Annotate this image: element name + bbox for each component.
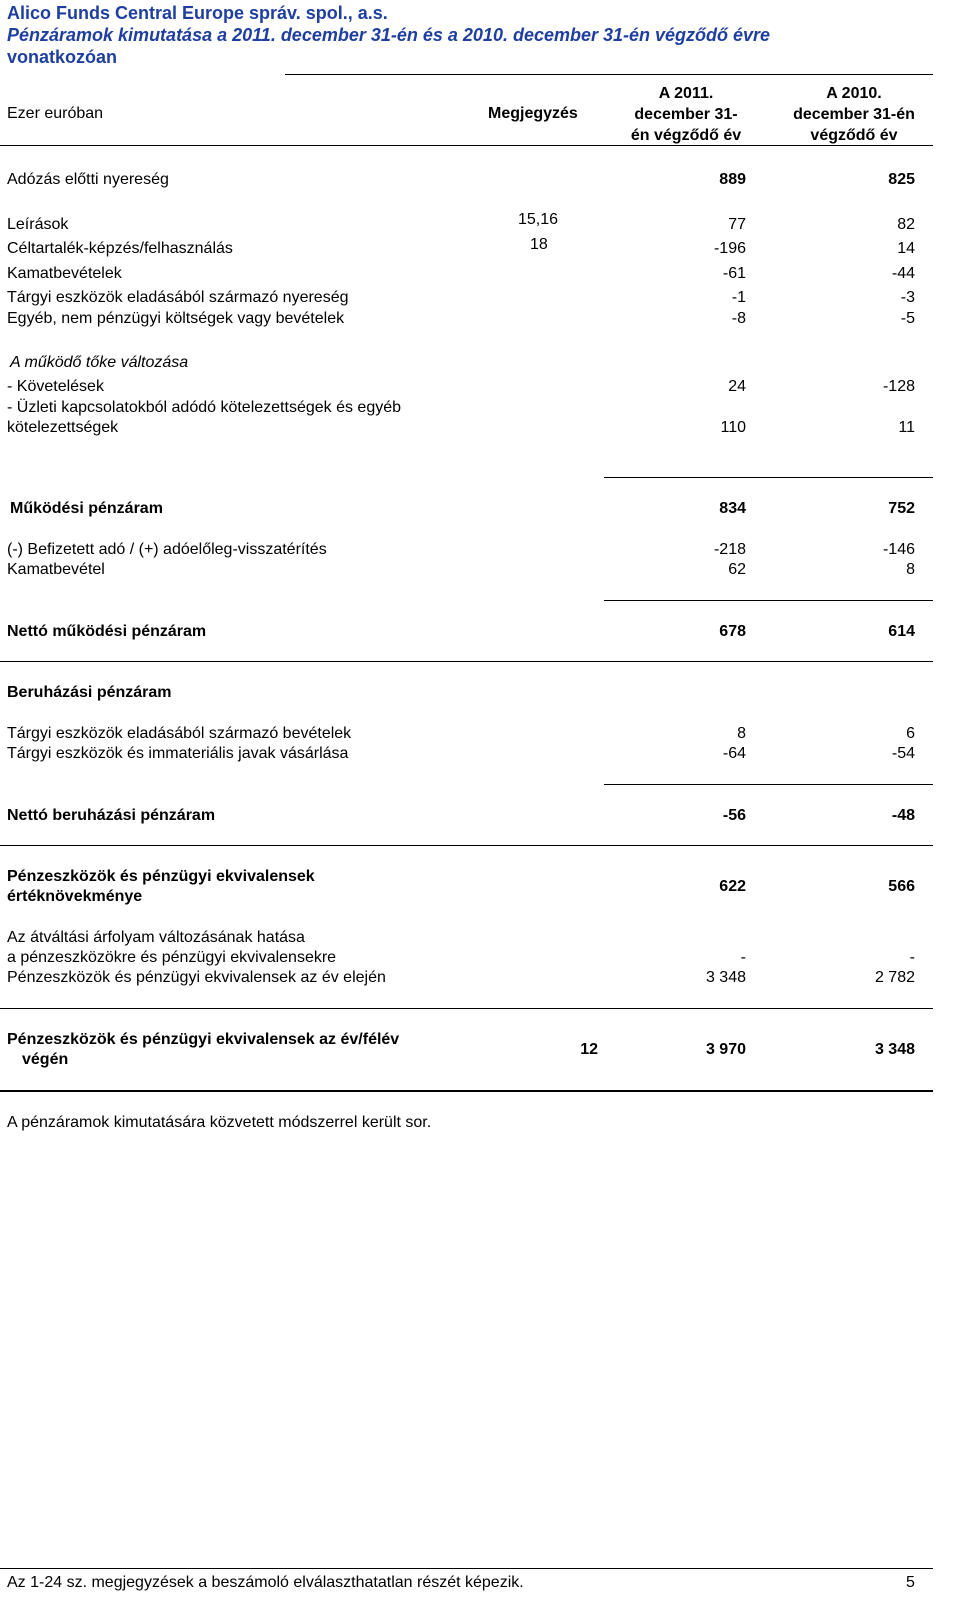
- rule-inv: [0, 661, 933, 662]
- wc-heading: A működő tőke változása: [10, 354, 189, 371]
- intrec-2010: 8: [906, 561, 915, 578]
- rule-incr: [0, 845, 933, 846]
- note-column-header: Megjegyzés: [488, 105, 578, 122]
- netinv-2011: -56: [722, 807, 746, 824]
- begin-2010: 2 782: [874, 969, 915, 986]
- tax-2011: -218: [713, 541, 746, 558]
- recv-2010: -128: [882, 378, 915, 395]
- fx-2011: -: [740, 949, 746, 966]
- method-note: A pénzáramok kimutatására közvetett módszerrel került sor.: [7, 1114, 432, 1131]
- gain-label: Tárgyi eszközök eladásából származó nyereség: [7, 289, 349, 306]
- other-label: Egyéb, nem pénzügyi költségek vagy bevételek: [7, 310, 345, 327]
- intinc-2010: -44: [891, 265, 915, 282]
- rule-netinv: [604, 784, 933, 785]
- sale-label: Tárgyi eszközök eladásából származó bevételek: [7, 725, 352, 742]
- sale-2010: 6: [906, 725, 915, 742]
- fx-2010: -: [909, 949, 915, 966]
- statement-title-cont: vonatkozóan: [7, 47, 118, 67]
- col-2011-header: A 2011. december 31- én végződő év: [630, 85, 742, 144]
- prov-label: Céltartalék-képzés/felhasználás: [7, 240, 233, 257]
- recv-2011: 24: [728, 378, 746, 395]
- intinc-2011: -61: [722, 265, 746, 282]
- tax-2010: -146: [882, 541, 915, 558]
- netop-label: Nettó működési pénzáram: [7, 623, 207, 640]
- opcf-2011: 834: [719, 500, 746, 517]
- pbt-label: Adózás előtti nyereség: [7, 171, 169, 188]
- pbt-2011: 889: [719, 171, 746, 188]
- purch-2011: -64: [722, 745, 746, 762]
- incr-2011: 622: [719, 878, 746, 895]
- purch-2010: -54: [891, 745, 915, 762]
- pbt-2010: 825: [888, 171, 915, 188]
- unit-label: Ezer euróban: [7, 105, 104, 122]
- opcf-2010: 752: [888, 500, 915, 517]
- end-note: 12: [580, 1041, 598, 1058]
- incr-label-2: értéknövekménye: [7, 888, 143, 905]
- depr-2011: 77: [728, 216, 746, 233]
- other-2011: -8: [731, 310, 746, 327]
- fx-label-2: a pénzeszközökre és pénzügyi ekvivalensekre: [7, 949, 337, 966]
- page-number: 5: [906, 1574, 915, 1591]
- prov-2011: -196: [713, 240, 746, 257]
- header-rule-top: [285, 74, 933, 75]
- inv-heading: Beruházási pénzáram: [7, 684, 172, 701]
- begin-2011: 3 348: [705, 969, 746, 986]
- begin-label: Pénzeszközök és pénzügyi ekvivalensek az év elején: [7, 969, 386, 986]
- netinv-2010: -48: [891, 807, 915, 824]
- rule-opcf: [604, 477, 933, 478]
- prov-note: 18: [530, 236, 548, 253]
- footer-text: Az 1-24 sz. megjegyzések a beszámoló elválaszthatatlan részét képezik.: [7, 1574, 524, 1591]
- netinv-label: Nettó beruházási pénzáram: [7, 807, 216, 824]
- intrec-label: Kamatbevétel: [7, 561, 105, 578]
- opcf-label: Működési pénzáram: [10, 500, 163, 517]
- incr-2010: 566: [888, 878, 915, 895]
- pay-2011: 110: [720, 419, 746, 436]
- company-name: Alico Funds Central Europe správ. spol., a.s.: [7, 3, 388, 23]
- statement-title: Pénzáramok kimutatása a 2011. december 31-én és a 2010. december 31-én végződő évre: [7, 25, 771, 45]
- end-label-2: végén: [22, 1051, 69, 1068]
- rule-end: [0, 1008, 933, 1009]
- depr-note: 15,16: [518, 211, 559, 228]
- recv-label: - Követelések: [7, 378, 104, 395]
- tax-label: (-) Befizetett adó / (+) adóelőleg-visszatérítés: [7, 541, 327, 558]
- pay-label-1: - Üzleti kapcsolatokból adódó kötelezettségek és egyéb: [7, 399, 402, 416]
- end-label-1: Pénzeszközök és pénzügyi ekvivalensek az év/félév: [7, 1031, 400, 1048]
- purch-label: Tárgyi eszközök és immateriális javak vásárlása: [7, 745, 349, 762]
- rule-netop: [604, 600, 933, 601]
- netop-2011: 678: [719, 623, 746, 640]
- incr-label-1: Pénzeszközök és pénzügyi ekvivalensek: [7, 868, 315, 885]
- depr-label: Leírások: [7, 216, 69, 233]
- fx-label-1: Az átváltási árfolyam változásának hatása: [7, 929, 305, 946]
- other-2010: -5: [900, 310, 915, 327]
- sale-2011: 8: [737, 725, 746, 742]
- gain-2011: -1: [731, 289, 746, 306]
- pay-2010: 11: [898, 419, 915, 436]
- end-2011: 3 970: [705, 1041, 746, 1058]
- col-2010-header: A 2010. december 31-én végződő év: [793, 85, 915, 144]
- depr-2010: 82: [897, 216, 915, 233]
- intinc-label: Kamatbevételek: [7, 265, 122, 282]
- header-rule-bottom: [0, 145, 933, 146]
- footer-rule: [0, 1568, 933, 1569]
- gain-2010: -3: [900, 289, 915, 306]
- intrec-2011: 62: [728, 561, 746, 578]
- rule-final: [0, 1090, 933, 1092]
- end-2010: 3 348: [874, 1041, 915, 1058]
- pay-label-2: kötelezettségek: [7, 419, 119, 436]
- prov-2010: 14: [897, 240, 915, 257]
- netop-2010: 614: [888, 623, 915, 640]
